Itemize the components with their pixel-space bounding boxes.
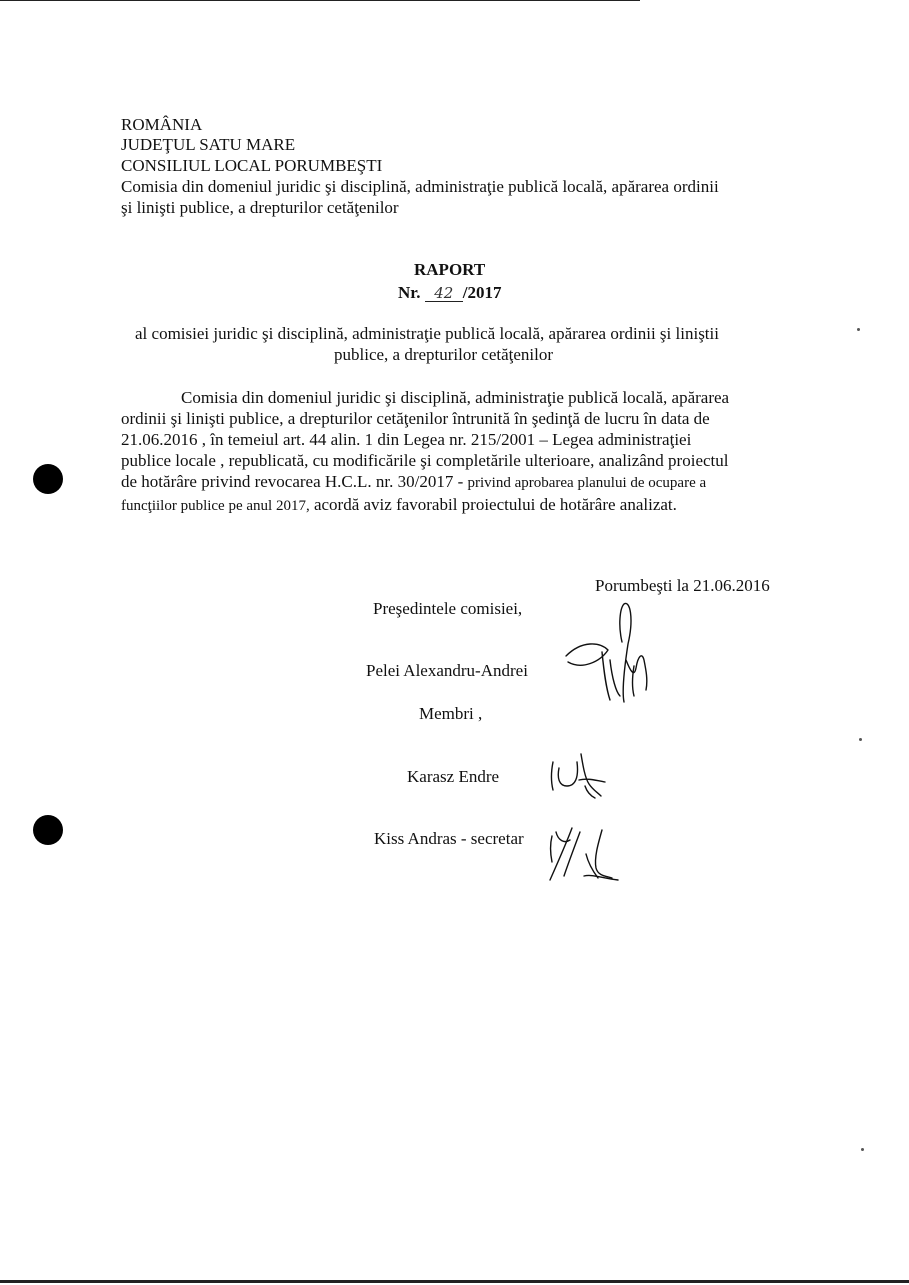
punch-hole-top [33, 464, 63, 494]
karasz-signature [545, 748, 615, 808]
report-body [121, 387, 781, 517]
president-signature [560, 600, 680, 710]
scan-speck [859, 738, 862, 741]
punch-hole-bottom [33, 815, 63, 845]
header-commission-line2: şi linişti publice, a drepturilor cetăţenilor [121, 198, 399, 217]
scan-edge-bottom [0, 1280, 909, 1283]
scan-speck [857, 328, 860, 331]
body-line: ordinii şi linişti publice, a drepturilor cetăţenilor întrunită în şedinţă de lucru în data de [121, 409, 710, 428]
header-commission-line1: Comisia din domeniul juridic şi disciplină, administraţie publică locală, apărarea ordinii [121, 177, 719, 196]
report-number-suffix: /2017 [462, 283, 502, 302]
body-line: publice locale , republicată, cu modificările şi completările ulterioare, analizând proiectul [121, 451, 729, 470]
header-county: JUDEŢUL SATU MARE [121, 135, 296, 154]
body-line [121, 471, 781, 494]
scan-edge-top [0, 0, 640, 1]
president-name: Pelei Alexandru-Andrei [366, 661, 528, 680]
scan-speck [861, 1148, 864, 1151]
header-country: ROMÂNIA [121, 115, 203, 134]
members-label: Membri , [419, 704, 483, 723]
body-line [121, 494, 781, 517]
place-date: Porumbeşti la 21.06.2016 [595, 576, 770, 595]
report-subtitle-line2: publice, a drepturilor cetăţenilor [334, 345, 554, 364]
header-council: CONSILIUL LOCAL PORUMBEŞTI [121, 156, 383, 175]
report-subtitle-line1: al comisiei juridic şi disciplină, administraţie publică locală, apărarea ordinii şi liniştii [135, 324, 719, 343]
body-line6-b: acordă aviz favorabil proiectului de hotărâre analizat. [309, 495, 677, 514]
member-karasz: Karasz Endre [407, 767, 500, 786]
report-number [398, 283, 502, 303]
report-number-prefix: Nr. [398, 283, 421, 302]
kiss-signature [540, 818, 620, 888]
body-line: Comisia din domeniul juridic şi disciplină, administraţie publică locală, apărarea [181, 388, 730, 407]
report-title: RAPORT [414, 260, 486, 279]
body-line5-a: de hotărâre privind revocarea H.C.L. nr. 30/2017 - [121, 472, 468, 491]
report-number-handwritten: 42 [425, 285, 463, 302]
member-kiss: Kiss Andras - secretar [374, 829, 524, 848]
president-label: Preşedintele comisiei, [373, 599, 523, 618]
body-line: 21.06.2016 , în temeiul art. 44 alin. 1 din Legea nr. 215/2001 – Legea administraţiei [121, 430, 692, 449]
body-line5-b: privind aprobarea planului de ocupare a [467, 475, 707, 491]
body-line6-a: funcţiilor publice pe anul 2017, [121, 498, 310, 514]
